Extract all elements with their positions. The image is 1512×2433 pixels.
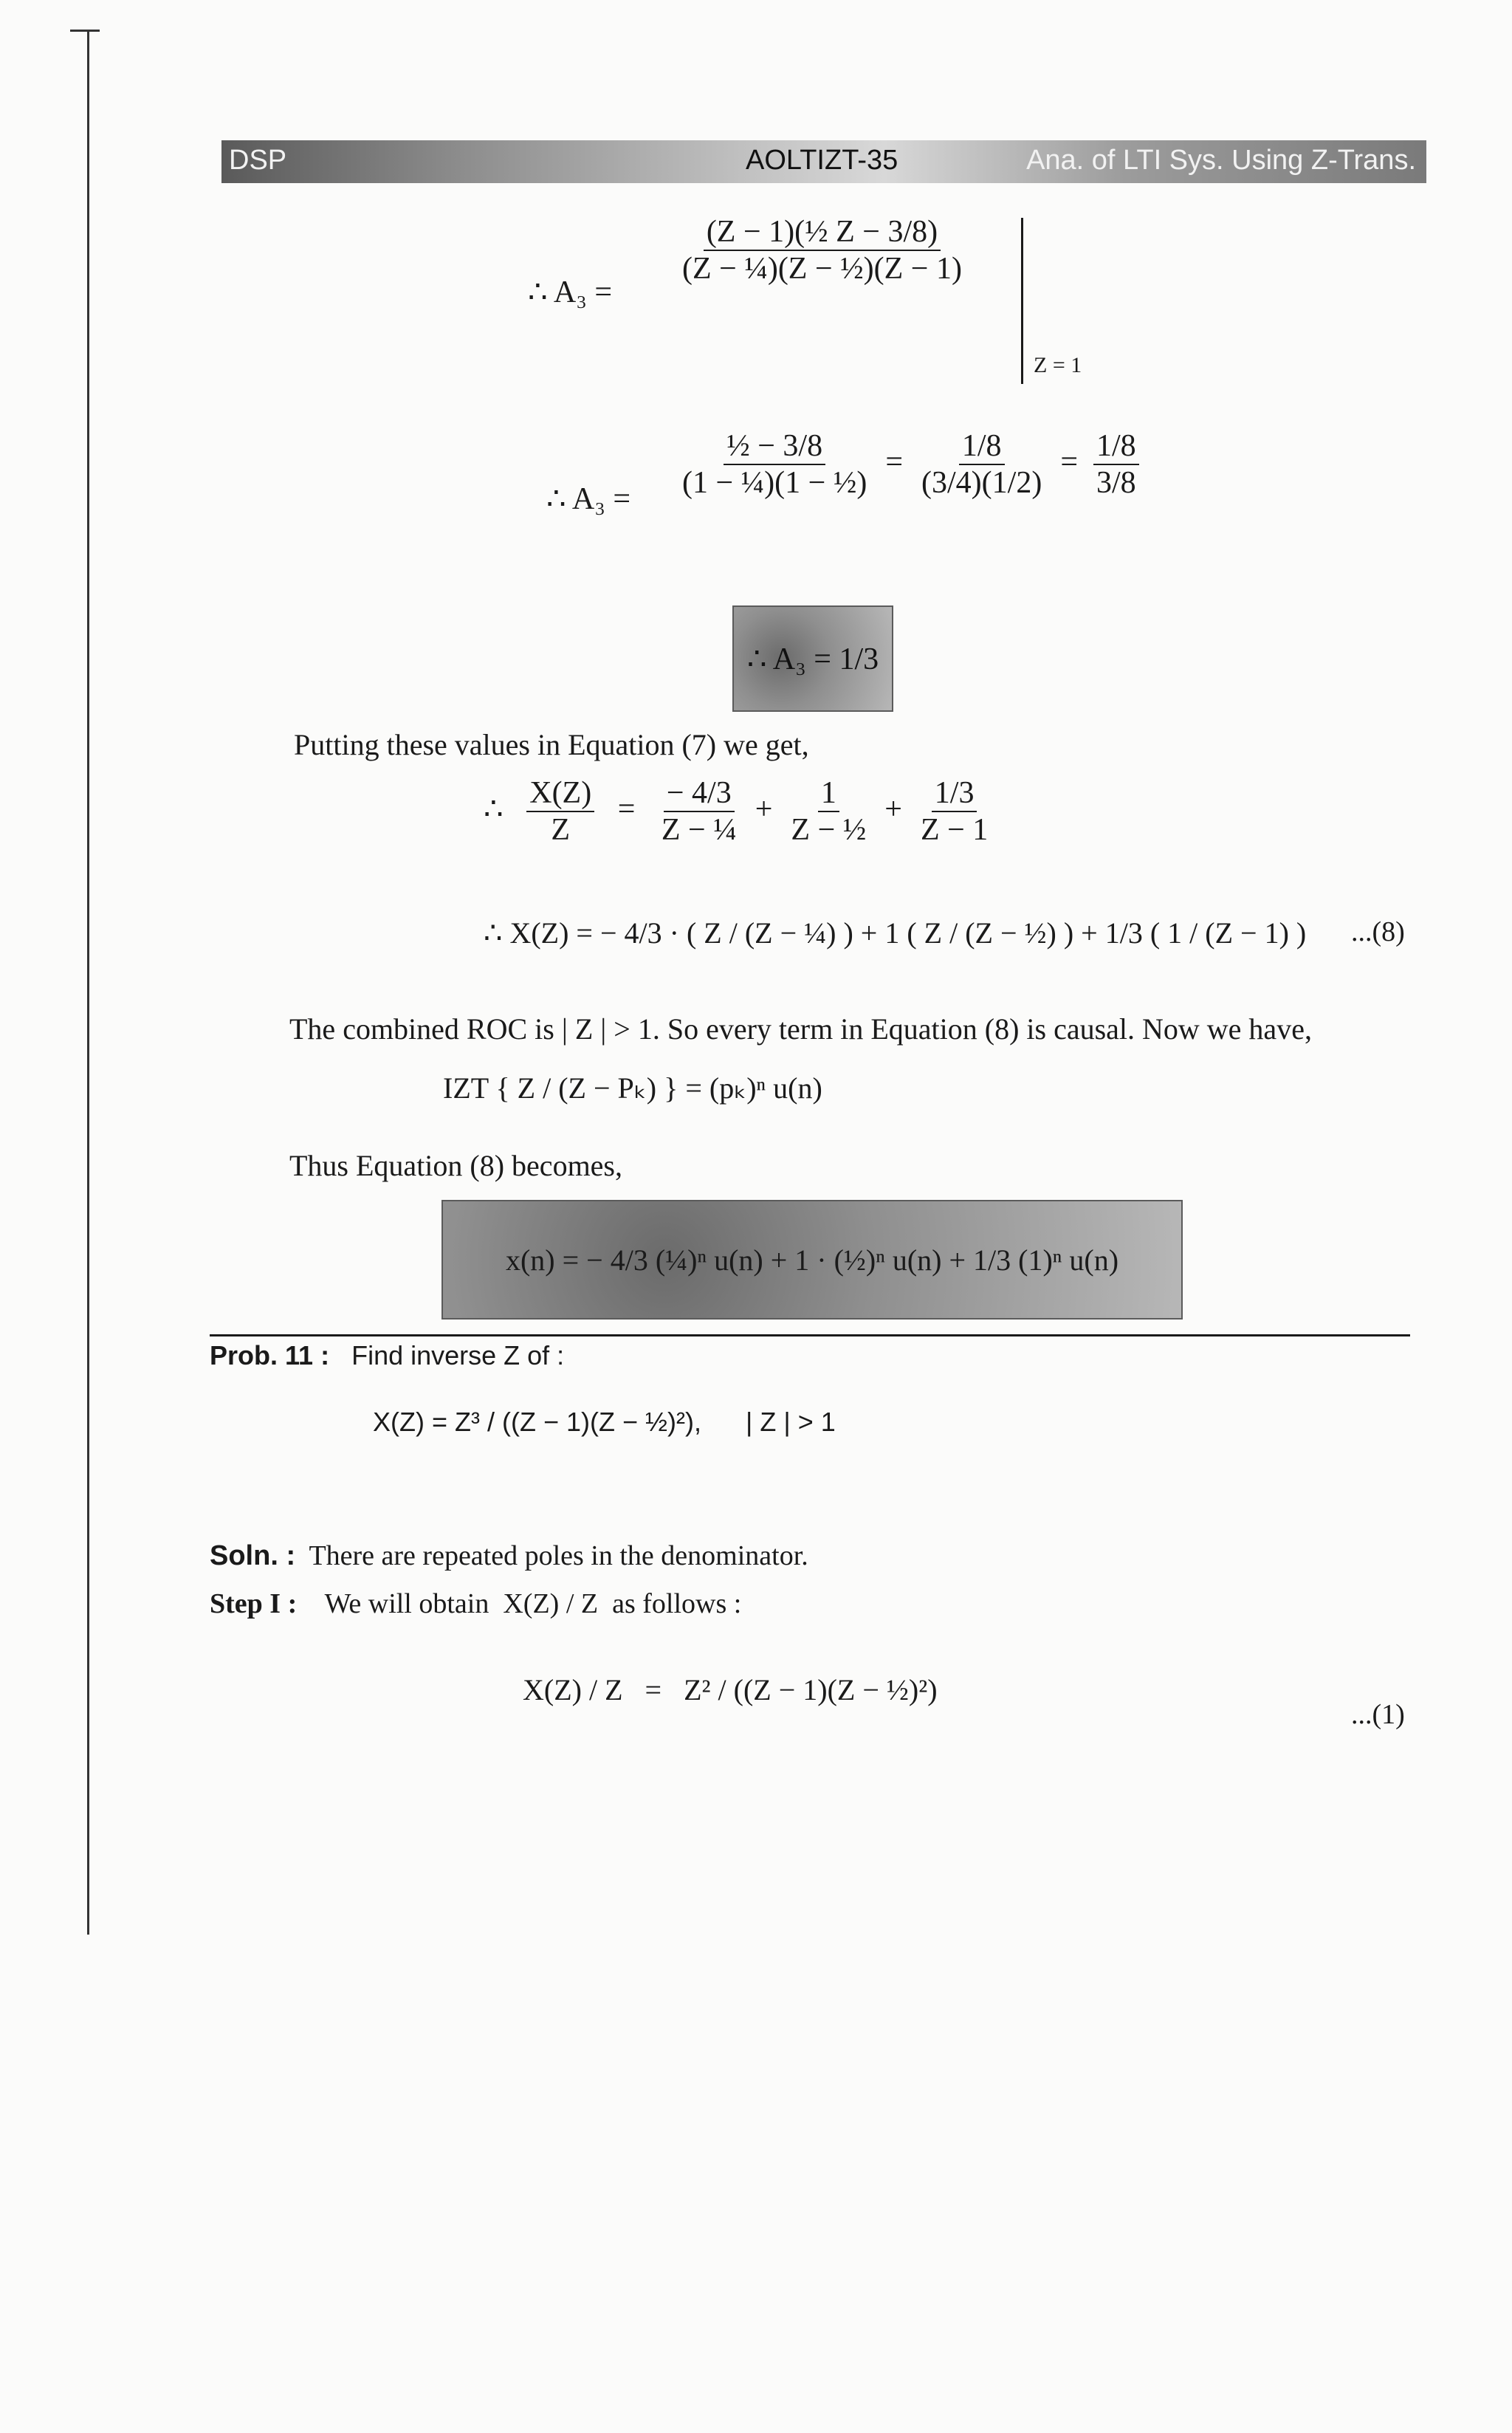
a3-num-1: ½ − 3/8 — [724, 428, 825, 465]
binding-line — [87, 30, 89, 1935]
eq-label-1: ...(1) — [1351, 1699, 1405, 1730]
text-thus: Thus Equation (8) becomes, — [289, 1149, 622, 1182]
boxed-a3-result: ∴ A₃ = 1/3 — [732, 605, 893, 712]
soln-line — [210, 1540, 808, 1572]
prob11-heading — [210, 1340, 564, 1371]
xz-t2-den: Z − ½ — [791, 813, 867, 848]
eq-a3-prefix-1: ∴ A₃ = — [528, 275, 613, 309]
eq-izt: IZT { Z / (Z − Pₖ) } = (pₖ)ⁿ u(n) — [443, 1071, 822, 1105]
eq-a3-fraction-1 — [679, 214, 965, 287]
eq1-rhs: Z² / ((Z − 1)(Z − ½)²) — [684, 1673, 938, 1706]
a3-num-2: 1/8 — [959, 428, 1005, 465]
header-left: DSP — [229, 145, 287, 176]
eq1: X(Z) / Z = Z² / ((Z − 1)(Z − ½)²) — [523, 1673, 938, 1706]
xz-t2-num: 1 — [818, 775, 839, 812]
step1-text-b: as follows : — [612, 1588, 742, 1619]
step1-frac: X(Z) / Z — [503, 1588, 599, 1619]
a3-den-1: (1 − ¼)(1 − ½) — [682, 466, 867, 501]
prob11-text: Find inverse Z of : — [351, 1340, 565, 1370]
prob11-label: Prob. 11 : — [210, 1340, 330, 1370]
binding-top-mark — [70, 30, 100, 32]
eq-a3-values: $\frac{\text{½ − 3/8}}{\text{(1 − ¼)(1 − ½)}}$ = $\frac{1/8}{(3/4)(1/2)}$ = $\frac{1/8}{3/8}$ — [679, 428, 1139, 501]
prob11-equation: X(Z) = Z³ / ((Z − 1)(Z − ½)²), — [373, 1407, 701, 1437]
xz-t1-den: Z − ¼ — [661, 813, 737, 848]
a3-den-2: (3/4)(1/2) — [921, 466, 1042, 501]
eval-point: Z = 1 — [1034, 353, 1082, 377]
eq-a3-prefix-2: ∴ A₃ = — [546, 482, 631, 516]
text-combined-roc: The combined ROC is | Z | > 1. So every term in Equation (8) is causal. Now we have, — [289, 1012, 1312, 1046]
eq-xz-8: ∴ X(Z) = − 4/3 · ( Z / (Z − ¼) ) + 1 ( Z / (Z − ½) ) + 1/3 ( 1 / (Z − 1) ) — [484, 916, 1307, 950]
eq-label-8: ...(8) — [1351, 916, 1405, 947]
a3-den-3: 3/8 — [1096, 466, 1136, 501]
page-header — [221, 140, 1426, 183]
section-divider — [210, 1334, 1410, 1336]
eq1-lhs: X(Z) / Z — [523, 1673, 623, 1706]
xz-t1-num: − 4/3 — [664, 775, 735, 812]
step1-label: Step I : — [210, 1588, 298, 1619]
evaluation-bar — [1021, 218, 1023, 384]
step1-line — [210, 1588, 741, 1620]
a3-num-3: 1/8 — [1093, 428, 1139, 465]
step1-text-a: We will obtain — [324, 1588, 489, 1619]
xz-t3-den: Z − 1 — [920, 813, 989, 848]
eq-xz-over-z: ∴ $\frac{X(Z)}{Z}$ = $\frac{- 4/3}{\text{Z − ¼}}$ + $\frac{1}{\text{Z − ½}}$ + $\frac{1/3}{Z - 1}$ — [484, 775, 991, 848]
soln-label: Soln. : — [210, 1540, 296, 1571]
header-center: AOLTIZT-35 — [746, 145, 898, 176]
soln-text: There are repeated poles in the denominator. — [309, 1540, 808, 1571]
eq-a3-numerator: (Z − 1)(½ Z − 3/8) — [704, 214, 941, 251]
xz-t3-num: 1/3 — [932, 775, 977, 812]
header-right: Ana. of LTI Sys. Using Z-Trans. — [1026, 145, 1416, 176]
eq-a3-denominator: (Z − ¼)(Z − ½)(Z − 1) — [682, 252, 962, 286]
text-putting-values: Putting these values in Equation (7) we get, — [294, 728, 809, 761]
boxed-xn-result: x(n) = − 4/3 (¼)ⁿ u(n) + 1 · (½)ⁿ u(n) + 1/3 (1)ⁿ u(n) — [441, 1200, 1183, 1320]
prob11-roc: | Z | > 1 — [746, 1407, 836, 1437]
xz-lhs-den: Z — [551, 813, 571, 848]
xz-lhs-num: X(Z) — [526, 775, 594, 812]
